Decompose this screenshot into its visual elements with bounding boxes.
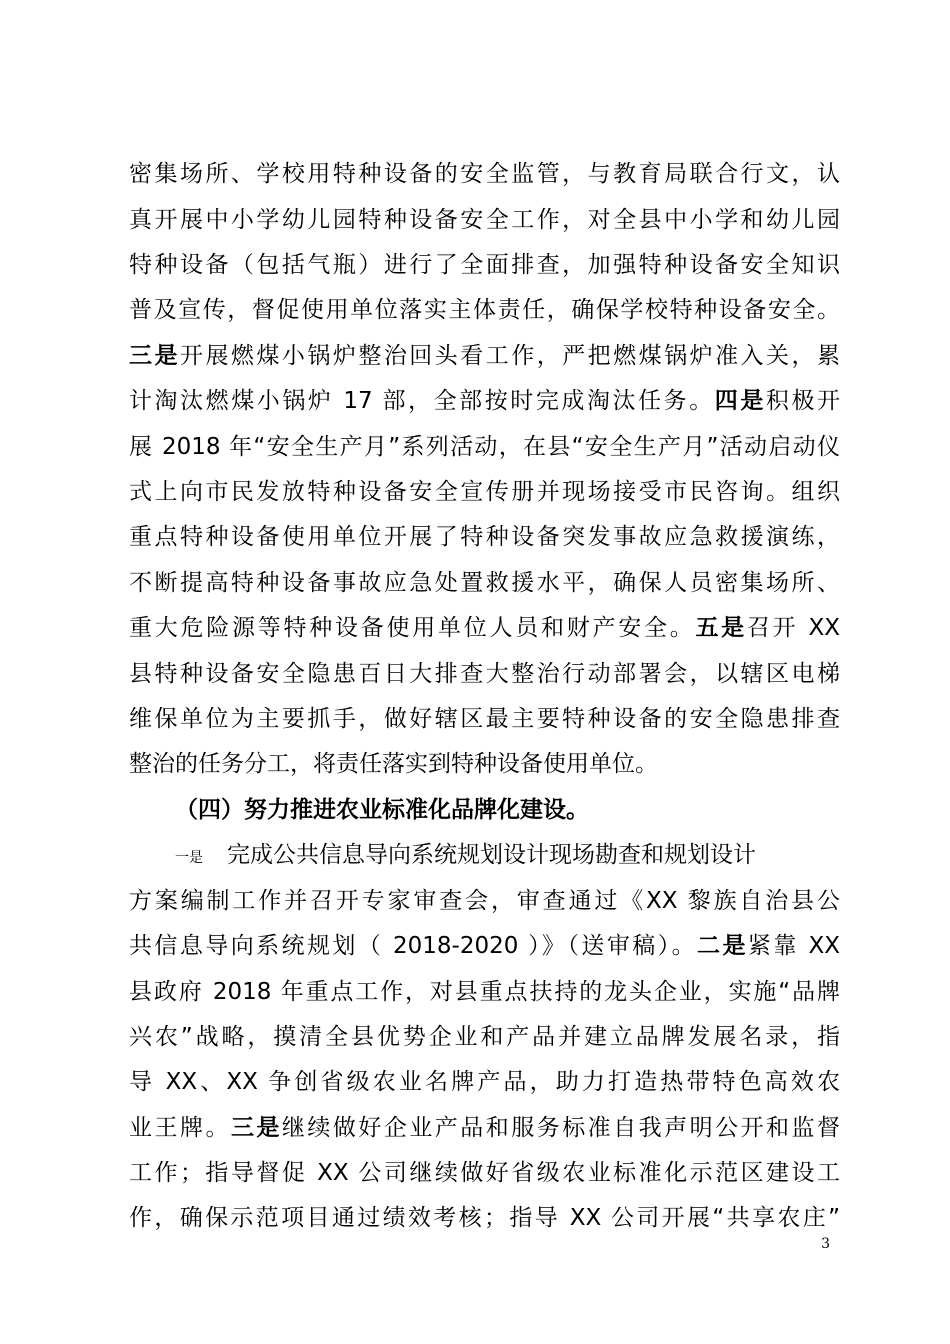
line-text: 紧靠 XX xyxy=(747,933,840,959)
line-text: 完成公共信息导向系统规划设计现场勘查和规划设计 xyxy=(227,842,756,868)
line-text: 兴农”战略，摸清全县优势企业和产品并建立品牌发展名录，指 xyxy=(129,1024,840,1050)
line-text: 重点特种设备使用单位开展了特种设备突发事故应急救援演练， xyxy=(129,524,840,550)
emphasis-text: 二是 xyxy=(697,933,748,959)
emphasis-text: 三是 xyxy=(129,343,180,369)
text-line xyxy=(129,882,840,920)
line-text: 继续做好企业产品和服务标准自我声明公开和监督 xyxy=(281,1115,840,1141)
text-line xyxy=(129,927,840,965)
line-text: 开展燃煤小锅炉整治回头看工作，严把燃煤锅炉准入关，累 xyxy=(179,343,840,369)
text-line xyxy=(129,745,840,783)
line-text: 作，确保示范项目通过绩效考核；指导 XX 公司开展“共享农庄” xyxy=(129,1205,840,1231)
text-line xyxy=(129,973,840,1011)
line-text: 特种设备（包括气瓶）进行了全面排查，加强特种设备安全知识 xyxy=(129,252,840,278)
emphasis-text: 四是 xyxy=(714,388,766,414)
line-text: 维保单位为主要抓手，做好辖区最主要特种设备的安全隐患排查 xyxy=(129,706,840,732)
section-heading: （四）努力推进农业标准化品牌化建设。 xyxy=(175,797,589,823)
text-line xyxy=(129,1109,840,1147)
text-line xyxy=(129,1063,840,1101)
text-line xyxy=(129,564,840,602)
emphasis-text: 五是 xyxy=(695,615,747,641)
line-text: 导 XX、XX 争创省级农业名牌产品，助力打造热带特色高效农 xyxy=(129,1069,840,1095)
text-line xyxy=(129,1199,840,1237)
line-text: 工作；指导督促 XX 公司继续做好省级农业标准化示范区建设工 xyxy=(129,1160,840,1186)
line-text: 县政府 2018 年重点工作，对县重点扶持的龙头企业，实施“品牌 xyxy=(129,979,840,1005)
text-line xyxy=(129,1018,840,1056)
line-text: 召开 XX xyxy=(746,615,840,641)
line-text: 计淘汰燃煤小锅炉 17 部，全部按时完成淘汰任务。 xyxy=(129,388,715,414)
page-number: 3 xyxy=(821,1236,830,1252)
line-text: 县特种设备安全隐患百日大排查大整治行动部署会，以辖区电梯 xyxy=(129,661,840,687)
line-text: 普及宣传，督促使用单位落实主体责任，确保学校特种设备安全。 xyxy=(129,297,840,323)
text-line xyxy=(129,655,840,693)
line-text: 方案编制工作并召开专家审查会，审查通过《XX 黎族自治县公 xyxy=(129,888,840,914)
text-line xyxy=(129,382,840,420)
line-text: 密集场所、学校用特种设备的安全监管，与教育局联合行文，认 xyxy=(129,161,840,187)
emphasis-text: 三是 xyxy=(230,1115,282,1141)
text-line xyxy=(129,155,840,193)
line-text: 式上向市民发放特种设备安全宣传册并现场接受市民咨询。组织 xyxy=(129,479,840,505)
text-line xyxy=(129,428,840,466)
line-text: 共信息导向系统规划（ 2018-2020 ）》（送审稿）。 xyxy=(129,933,698,959)
text-line xyxy=(129,518,840,556)
text-line xyxy=(129,246,840,284)
line-text: 展 2018 年“安全生产月”系列活动，在县“安全生产月”活动启动仪 xyxy=(129,434,840,460)
text-line xyxy=(129,201,840,239)
text-line xyxy=(129,291,840,329)
line-text: 积极开 xyxy=(765,388,840,414)
line-text: 重大危险源等特种设备使用单位人员和财产安全。 xyxy=(129,615,696,641)
line-text: 不断提高特种设备事故应急处置救援水平，确保人员密集场所、 xyxy=(129,570,840,596)
text-line xyxy=(129,473,840,511)
text-line xyxy=(129,1154,840,1192)
line-text: 整治的任务分工，将责任落实到特种设备使用单位。 xyxy=(129,751,658,777)
text-line xyxy=(129,337,840,375)
line-text: 真开展中小学幼儿园特种设备安全工作，对全县中小学和幼儿园 xyxy=(129,207,840,233)
text-line xyxy=(129,700,840,738)
section-lead-marker: 一是 xyxy=(175,850,203,866)
text-line xyxy=(175,836,840,874)
text-line xyxy=(129,609,840,647)
line-text: 业王牌。 xyxy=(129,1115,231,1141)
